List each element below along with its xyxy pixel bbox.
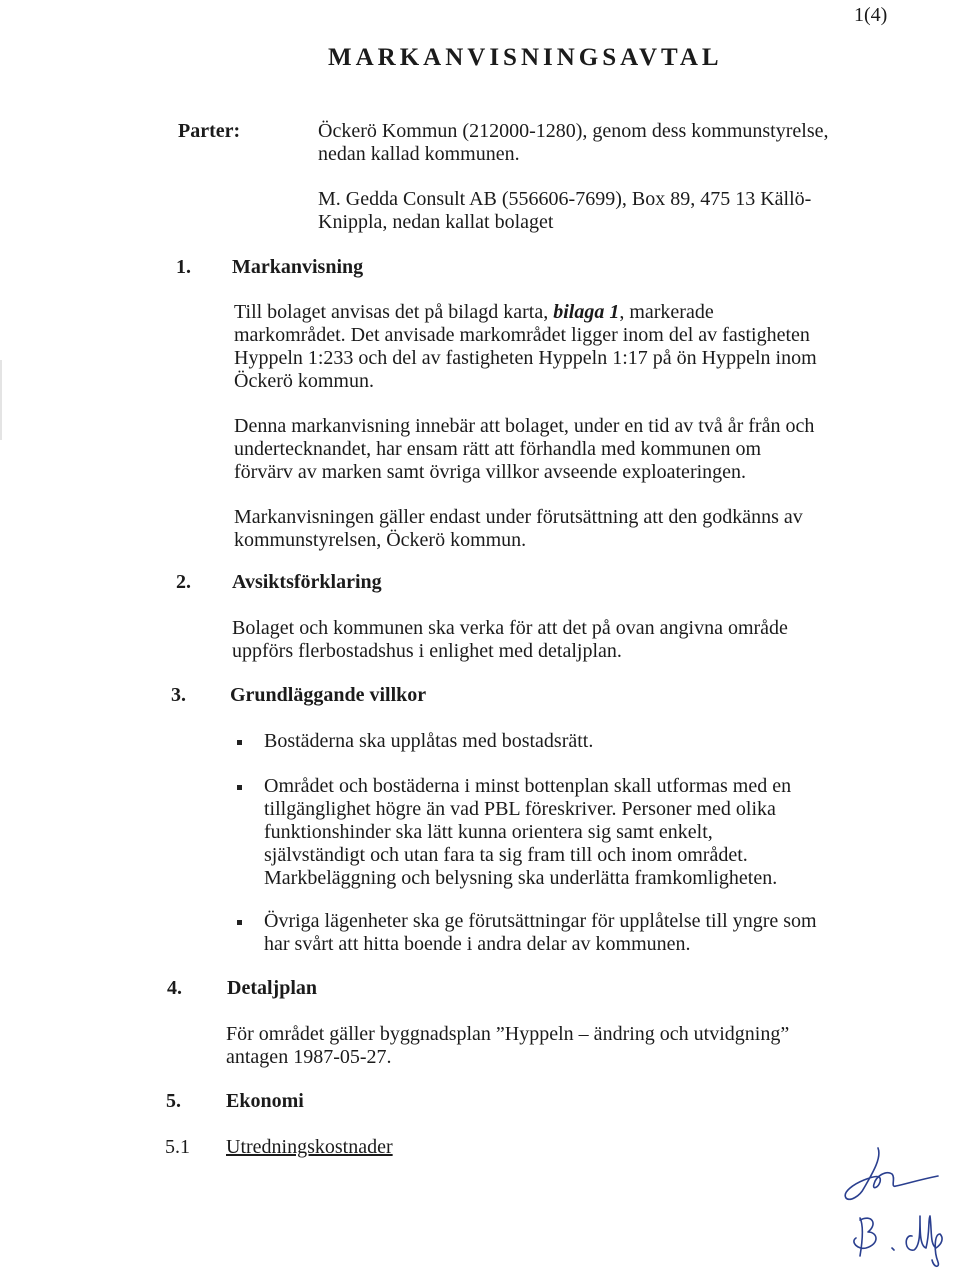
bullet-marker — [237, 920, 242, 925]
section-3-bullet-3-line-1: Övriga lägenheter ska ge förutsättningar för upplåtelse till yngre som — [264, 910, 817, 932]
section-5-1-heading: Utredningskostnader — [226, 1136, 393, 1158]
section-3-bullet-1-line-1: Bostäderna ska upplåtas med bostadsrätt. — [264, 730, 594, 752]
section-1-p2-line-3: förvärv av marken samt övriga villkor avseende exploateringen. — [234, 461, 747, 483]
section-4-p1-line-2: antagen 1987-05-27. — [226, 1046, 392, 1068]
section-5-number: 5. — [166, 1090, 181, 1112]
section-2-heading: Avsiktsförklaring — [232, 571, 382, 593]
section-3-bullet-2-line-4: självständigt och utan fara ta sig fram till och inom området. — [264, 844, 748, 866]
section-3-bullet-2-line-5: Markbeläggning och belysning ska underlätta framkomligheten. — [264, 867, 778, 889]
section-1-p2-line-2: undertecknandet, har ensam rätt att förhandla med kommunen om — [234, 438, 762, 460]
section-1-p3-line-2: kommunstyrelsen, Öckerö kommun. — [234, 529, 527, 551]
section-3-heading: Grundläggande villkor — [230, 684, 427, 706]
parties-label: Parter: — [178, 120, 241, 142]
bilaga-ref: bilaga 1 — [553, 301, 620, 323]
section-1-p1-line-4: Öckerö kommun. — [234, 370, 374, 392]
section-3-bullet-2-line-1: Området och bostäderna i minst bottenplan skall utformas med en — [264, 775, 792, 797]
section-1-p1-line-3: Hyppeln 1:233 och del av fastigheten Hyppeln 1:17 på ön Hyppeln inom — [234, 347, 817, 369]
section-5-1-number: 5.1 — [165, 1136, 190, 1158]
party-2-line-1: M. Gedda Consult AB (556606-7699), Box 89, 475 13 Källö- — [318, 188, 812, 210]
bullet-marker — [237, 785, 242, 790]
section-1-number: 1. — [176, 256, 191, 278]
section-3-bullet-2-line-2: tillgänglighet högre än vad PBL föreskriver. Personer med olika — [264, 798, 776, 820]
section-2-number: 2. — [176, 571, 191, 593]
section-3-bullet-3-line-2: har svårt att hitta boende i andra delar av kommunen. — [264, 933, 691, 955]
section-4-p1-line-1: För området gäller byggnadsplan ”Hyppeln – ändring och utvidgning” — [226, 1023, 790, 1045]
section-1-p1-line-2: markområdet. Det anvisade markområdet ligger inom del av fastigheten — [234, 324, 810, 346]
section-1-p3-line-1: Markanvisningen gäller endast under förutsättning att den godkänns av — [234, 506, 803, 528]
page-number: 1(4) — [854, 4, 888, 26]
section-1-p1-line-1: Till bolaget anvisas det på bilagd karta, bilaga 1, markerade — [234, 301, 714, 323]
party-1-line-2: nedan kallad kommunen. — [318, 143, 520, 165]
section-3-number: 3. — [171, 684, 186, 706]
section-4-heading: Detaljplan — [227, 977, 317, 999]
party-1-line-1: Öckerö Kommun (212000-1280), genom dess kommunstyrelse, — [318, 120, 829, 142]
section-3-bullet-2-line-3: funktionshinder ska lätt kunna orientera sig samt enkelt, — [264, 821, 713, 843]
section-5-heading: Ekonomi — [226, 1090, 304, 1112]
section-2-p1-line-2: uppförs flerbostadshus i enlighet med detaljplan. — [232, 640, 622, 662]
party-2-line-2: Knippla, nedan kallat bolaget — [318, 211, 554, 233]
section-2-p1-line-1: Bolaget och kommunen ska verka för att det på ovan angivna område — [232, 617, 788, 639]
section-1-heading: Markanvisning — [232, 256, 364, 278]
section-4-number: 4. — [167, 977, 182, 999]
handwritten-initials — [820, 1140, 950, 1270]
document-title: MARKANVISNINGSAVTAL — [328, 44, 723, 71]
section-1-p2-line-1: Denna markanvisning innebär att bolaget, under en tid av två år från och — [234, 415, 815, 437]
scan-edge — [0, 360, 2, 440]
bullet-marker — [237, 740, 242, 745]
